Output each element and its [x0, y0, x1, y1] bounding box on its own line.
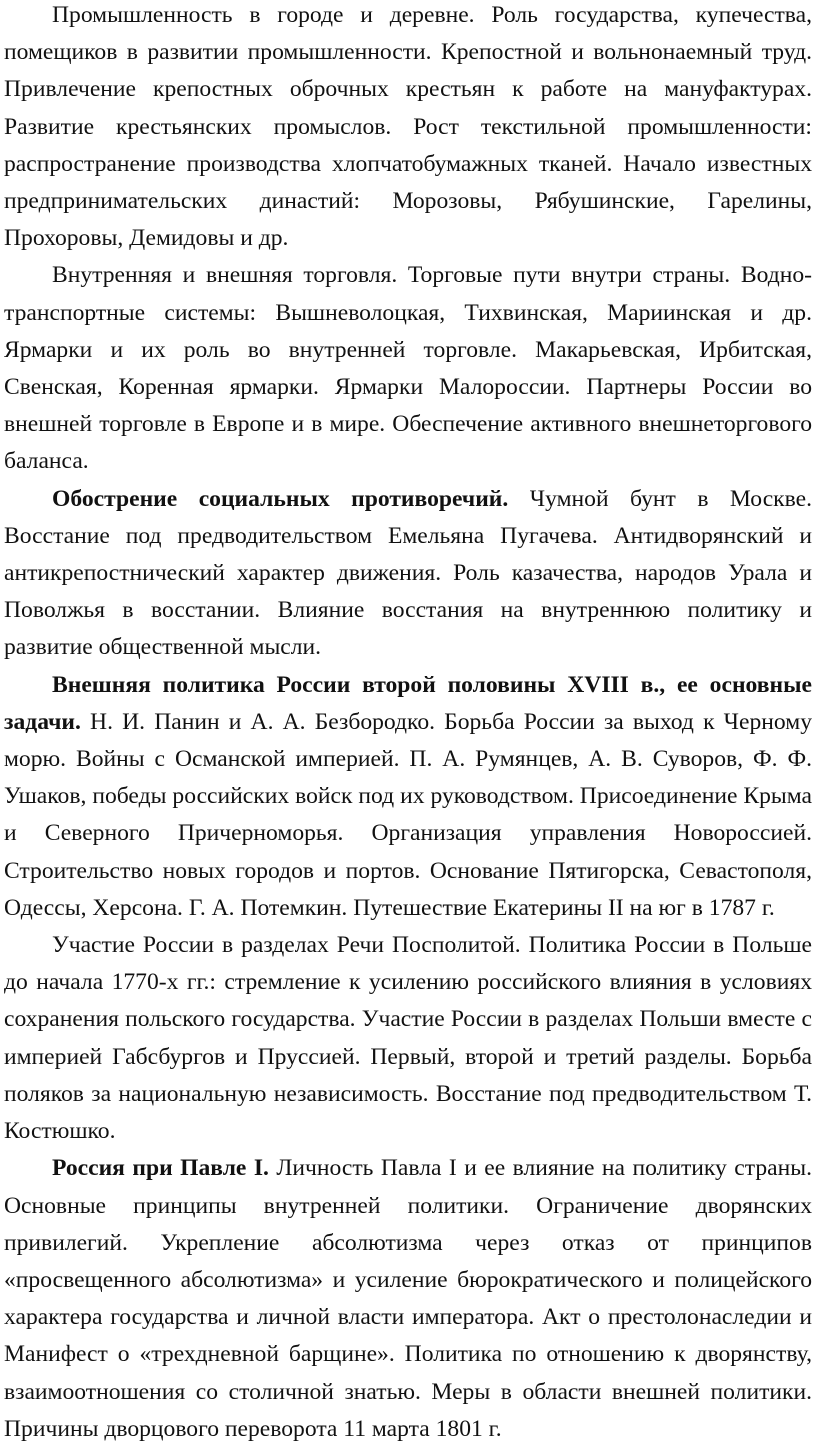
paragraph-lead: Обострение социальных противоречий.: [52, 485, 509, 512]
paragraph-text: Н. И. Панин и А. А. Безбородко. Борьба России за выход к Черному морю. Войны с Османской империей. П. А. Румянцев, А. В. Суворов, Ф. Ф. Ушаков, победы российских войск под их руководством. Присоединение Крыма и Северного Причерноморья. Организация управления Новороссией. Строительство новых городов и портов. Основание Пятигорска, Севастополя, Одессы, Херсона. Г. А. Потемкин. Путешествие Екатерины II на юг в 1787 г.: [4, 708, 812, 921]
paragraph-text: Внутренняя и внешняя торговля. Торговые пути внутри страны. Водно-транспортные системы: Вышневолоцкая, Тихвинская, Мариинская и др. Ярмарки и их роль во внутренней торговле. Макарьевская, Ирбитская, Свенская, Коренная ярмарки. Ярмарки Малороссии. Партнеры России во внешней торговле в Европе и в мире. Обеспечение активного внешнеторгового баланса.: [4, 262, 812, 475]
paragraph-text: Чумной бунт в Москве. Восстание под предводительством Емельяна Пугачева. Антидворянский и антикрепостнический характер движения. Роль казачества, народов Урала и Поволжья в восстании. Влияние восстания на внутреннюю политику и развитие общественной мысли.: [4, 485, 812, 661]
paragraph-trade: [4, 257, 812, 480]
paragraph-poland-partitions: [4, 927, 812, 1150]
paragraph-lead: Внешняя политика России второй половины XVIII в., ее основные задачи.: [4, 671, 812, 735]
paragraph-paul-i: [4, 1150, 812, 1448]
paragraph-industry: [4, 0, 812, 257]
paragraph-foreign-policy: [4, 667, 812, 927]
paragraph-lead: Россия при Павле I.: [52, 1155, 269, 1182]
paragraph-text: Промышленность в городе и деревне. Роль государства, купечества, помещиков в развитии промышленности. Крепостной и вольнонаемный труд. Привлечение крепостных оброчных крестьян к работе на мануфактурах. Развитие крестьянских промыслов. Рост текстильной промышленности: распространение производства хлопчатобумажных тканей. Начало известных предпринимательских династий: Морозовы, Рябушинские, Гарелины, Прохоровы, Демидовы и др.: [4, 2, 812, 252]
paragraph-text: Участие России в разделах Речи Посполитой. Политика России в Польше до начала 1770-х гг.: стремление к усилению российского влияния в условиях сохранения польского государства. Участие России в разделах Польши вместе с империей Габсбургов и Пруссией. Первый, второй и третий разделы. Борьба поляков за национальную независимость. Восстание под предводительством Т. Костюшко.: [4, 932, 812, 1145]
paragraph-text: Личность Павла I и ее влияние на политику страны. Основные принципы внутренней политики. Ограничение дворянских привилегий. Укрепление абсолютизма через отказ от принципов «просвещенного абсолютизма» и усиление бюрократического и полицейского характера государства и личной власти императора. Акт о престолонаследии и Манифест о «трехдневной барщине». Политика по отношению к дворянству, взаимоотношения со столичной знатью. Меры в области внешней политики. Причины дворцового переворота 11 марта 1801 г.: [4, 1155, 812, 1442]
paragraph-social-conflicts: [4, 481, 812, 667]
